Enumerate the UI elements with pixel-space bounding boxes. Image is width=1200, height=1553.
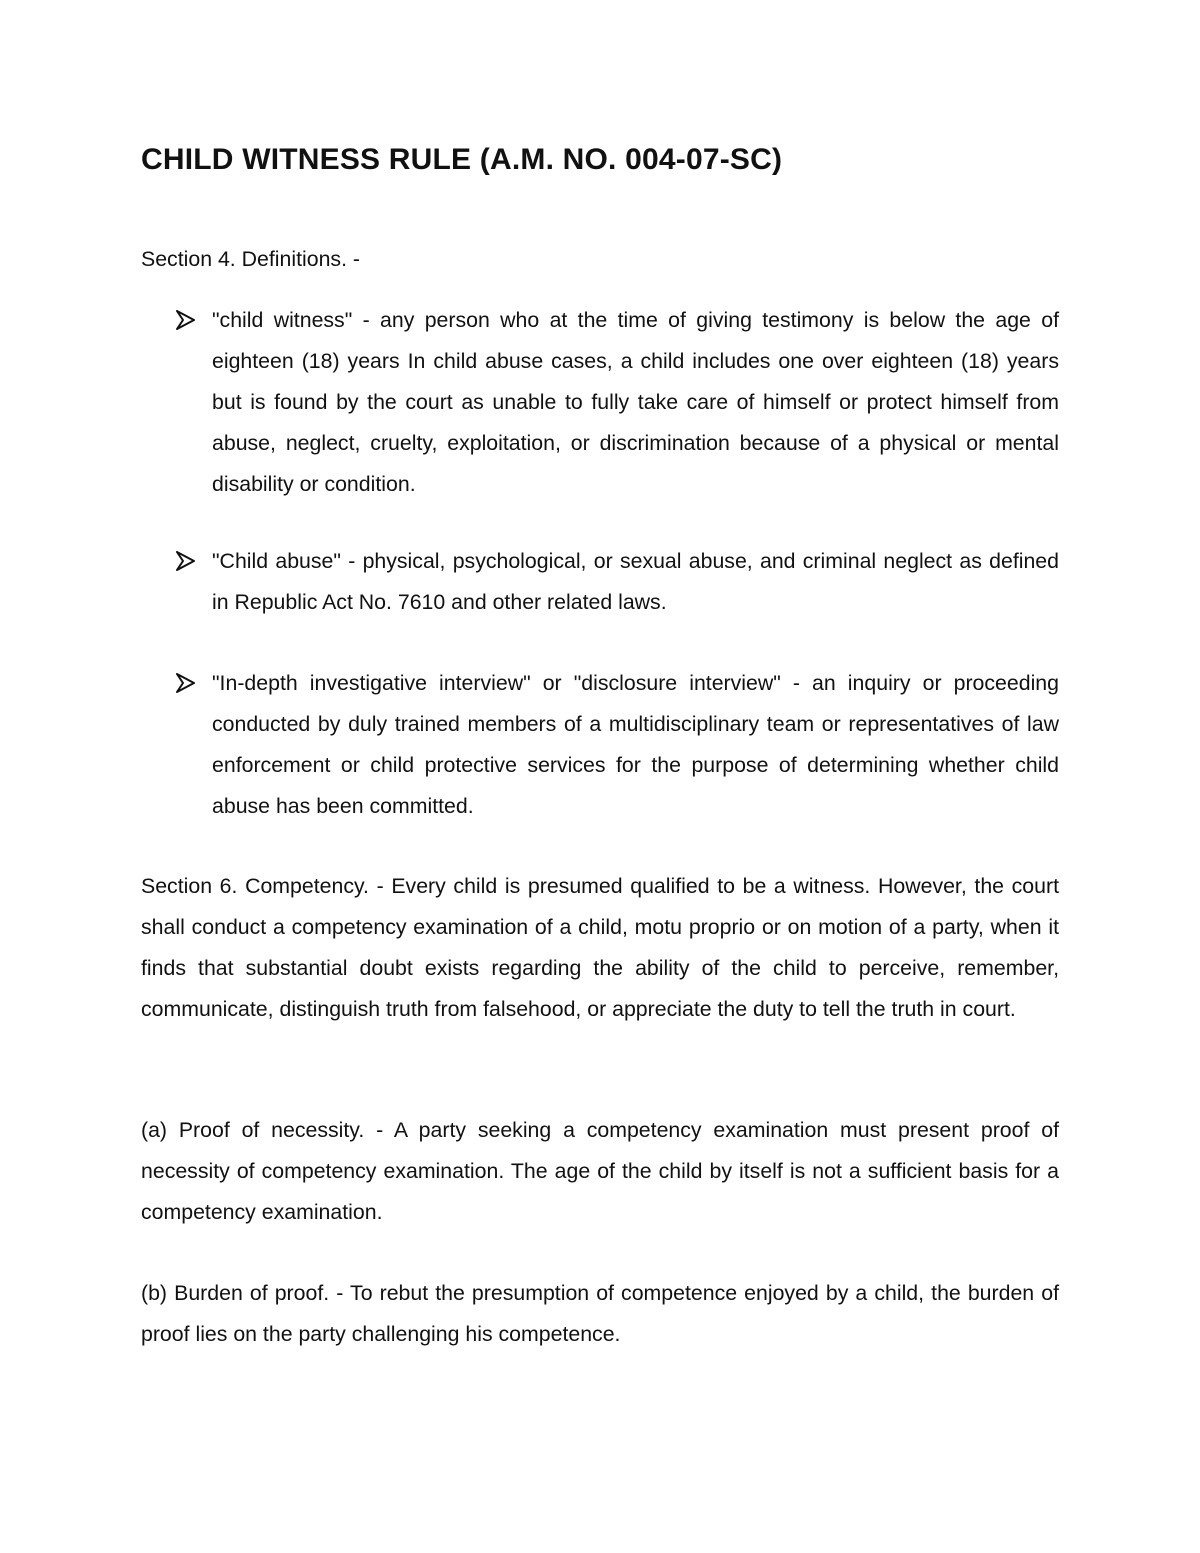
clause-b-paragraph: (b) Burden of proof. - To rebut the presumption of competence enjoyed by a child, the burden of proof lies on the party challenging his competence. [141, 1281, 1059, 1346]
clause-a-paragraph: (a) Proof of necessity. - A party seeking a competency examination must present proof of necessity of competency examination. The age of the child by itself is not a sufficient basis for a competency examination. [141, 1118, 1059, 1224]
document-title: CHILD WITNESS RULE (A.M. NO. 004-07-SC) [141, 143, 783, 176]
section-4-heading: Section 4. Definitions. - [141, 247, 360, 271]
definition-text: "In-depth investigative interview" or "disclosure interview" - an inquiry or proceeding conducted by duly trained members of a multidisciplinary team or representatives of law enforcement or child protective services for the purpose of determining whether child abuse has been committed. [212, 671, 1059, 818]
arrow-bullet-icon [176, 672, 196, 694]
arrow-bullet-icon [176, 309, 196, 331]
arrow-bullet-icon [176, 550, 196, 572]
section-6-paragraph: Section 6. Competency. - Every child is presumed qualified to be a witness. However, the court shall conduct a competency examination of a child, motu proprio or on motion of a party, when it finds that substantial doubt exists regarding the ability of the child to perceive, remember, communicate, distinguish truth from falsehood, or appreciate the duty to tell the truth in court. [141, 874, 1059, 1021]
definition-text: "child witness" - any person who at the time of giving testimony is below the age of eighteen (18) years In child abuse cases, a child includes one over eighteen (18) years but is found by the court as unable to fully take care of himself or protect himself from abuse, neglect, cruelty, exploitation, or discrimination because of a physical or mental disability or condition. [212, 308, 1059, 496]
definition-text: "Child abuse" - physical, psychological, or sexual abuse, and criminal neglect as defined in Republic Act No. 7610 and other related laws. [212, 549, 1059, 614]
